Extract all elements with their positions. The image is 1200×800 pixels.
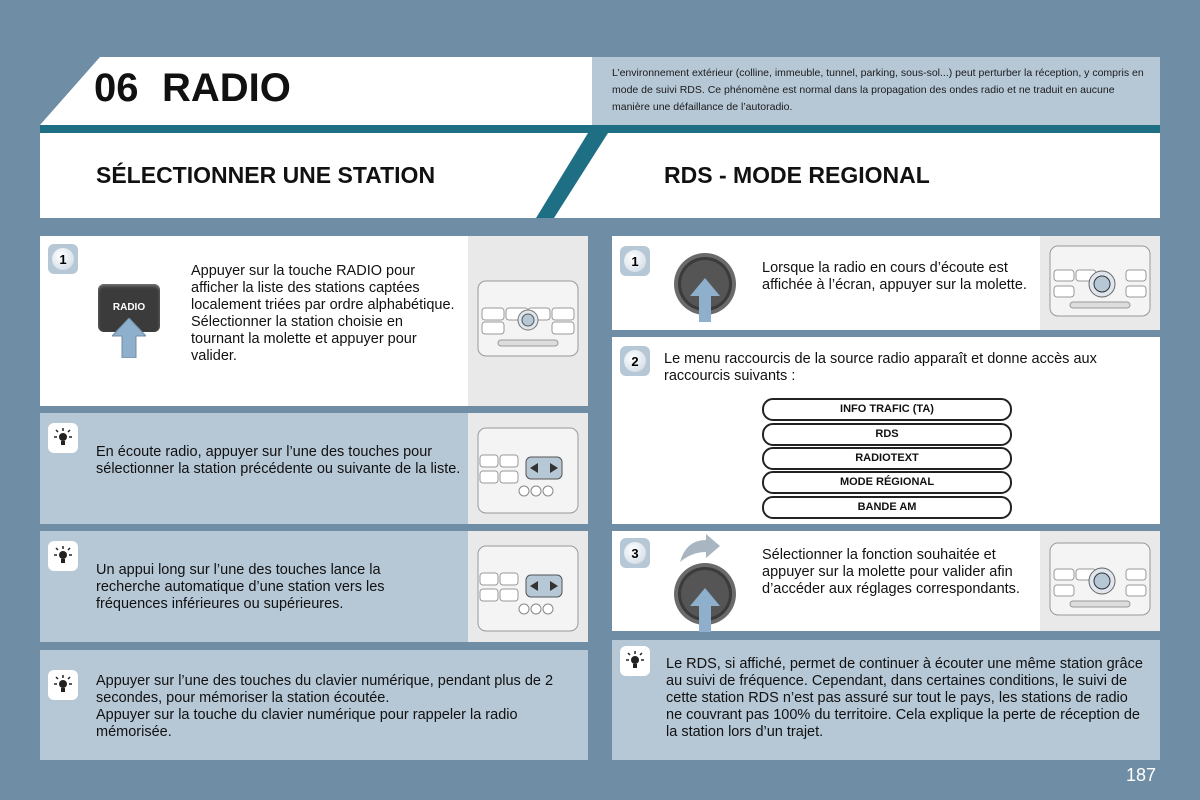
section-divider-wedge [536,133,608,218]
step-badge-1 [620,246,650,276]
tip-badge [620,646,650,676]
radio-arrows-image [468,531,588,642]
radio-panel-image [468,236,588,406]
radio-button-label: RADIO [112,302,146,313]
lightbulb-icon [53,675,73,695]
press-arrow-icon [112,318,146,358]
step-number: 2 [631,353,639,369]
chapter-title: RADIO [162,66,291,110]
page-number: 187 [1126,765,1157,785]
knob-press-icon [670,558,740,634]
left-tip1-text: En écoute radio, appuyer sur l’une des touches pour sélectionner la station précédente ou suivante de la liste. [96,444,461,477]
menu-item-rds: RDS [762,423,1012,446]
step-number: 1 [631,253,639,269]
radio-knob-image [1040,236,1160,330]
tip-badge [48,423,78,453]
step-badge-3 [620,538,650,568]
right-section-title: RDS - MODE REGIONAL [664,162,930,188]
tip-badge [48,541,78,571]
lightbulb-icon [625,651,645,671]
tip-badge [48,670,78,700]
right-step2-text: Le menu raccourcis de la source radio apparaît et donne accès aux raccourcis suivants : [664,351,1097,384]
left-tip2-text: Un appui long sur l’une des touches lance la recherche automatique d’une station vers les fréquences inférieures ou supérieures. [96,562,385,612]
step-number: 1 [59,251,67,267]
step-number: 3 [631,545,639,561]
header-rule [40,125,1160,133]
header-note: L’environnement extérieur (colline, immeuble, tunnel, parking, sous-sol...) peut perturber la réception, y compris en mode de suivi RDS. Ce phénomène est normal dans la propagation des ondes radio et ne traduit en aucune manière une défaillance de l’autoradio. [612,67,1144,113]
radio-arrows-image [468,413,588,524]
step-badge-2 [620,346,650,376]
menu-item-info-trafic: INFO TRAFIC (TA) [762,398,1012,421]
knob-press-icon [670,248,740,324]
lightbulb-icon [53,428,73,448]
lightbulb-icon [53,546,73,566]
chapter-number: 06 [94,66,139,110]
right-step3-text: Sélectionner la fonction souhaitée et appuyer sur la molette pour valider afin d’accéder aux réglages correspondants. [762,547,1020,597]
left-tip3-text: Appuyer sur l’une des touches du clavier numérique, pendant plus de 2 secondes, pour mémoriser la station écoutée. Appuyer sur la touche du clavier numérique pour rappeler la radio mémorisée. [96,673,554,740]
step-badge-1 [48,244,78,274]
right-tip-text: Le RDS, si affiché, permet de continuer à écouter une même station grâce au suivi de fréquence. Cependant, dans certaines conditions, le suivi de cette station RDS n’est pas assuré sur tout le pays, les stations de radio ne couvrant pas 100% du territoire. Cela explique la perte de réception de la station lors d’un trajet. [666,656,1143,740]
right-step1-text: Lorsque la radio en cours d’écoute est affichée à l’écran, appuyer sur la molette. [762,260,1027,293]
left-step1-text: Appuyer sur la touche RADIO pour afficher la liste des stations captées localement triées par ordre alphabétique. Sélectionner la station choisie en tournant la molette et appuyer pour valider. [191,263,455,364]
menu-item-mode-regional: MODE RÉGIONAL [762,471,1012,494]
left-section-title: SÉLECTIONNER UNE STATION [96,162,436,188]
menu-item-radiotext: RADIOTEXT [762,447,1012,470]
menu-item-bande-am: BANDE AM [762,496,1012,519]
header-corner-cut [40,57,100,125]
radio-knob-image [1040,531,1160,631]
